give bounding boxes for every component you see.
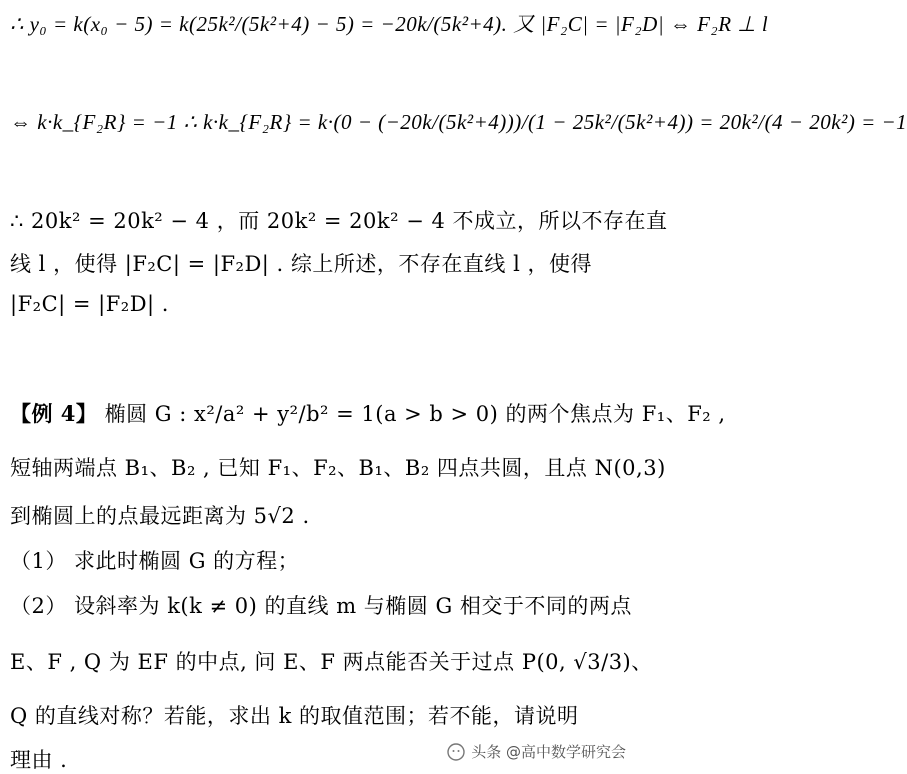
example-title: 【例 4】 xyxy=(10,401,98,426)
wechat-icon xyxy=(447,743,465,761)
solution-line-1: ∴ y₀ = k(x₀ − 5) = k(25k²/(5k²+4) − 5) = −20k/(5k²+4). 又 |F₂C| = |F₂D| ⇔ F₂R ⊥ l xyxy=(10,12,769,36)
question-2: （2） 设斜率为 k(k ≠ 0) 的直线 m 与椭圆 G 相交于不同的两点 xyxy=(10,594,632,618)
question-2-line-4: 理由 . xyxy=(10,748,68,772)
example-line-2: 短轴两端点 B₁、B₂ , 已知 F₁、F₂、B₁、B₂ 四点共圆，且点 N(0,3) xyxy=(10,456,666,480)
question-1: （1） 求此时椭圆 G 的方程； xyxy=(10,549,300,573)
question-2-line-2: E、F , Q 为 EF 的中点, 问 E、F 两点能否关于过点 P(0, √3/3)、 xyxy=(10,650,653,674)
solution-line-3: ∴ 20k² = 20k² − 4 ，而 20k² = 20k² − 4 不成立，所以不存在直 xyxy=(10,209,668,233)
example-statement: 椭圆 G : x²/a² + y²/b² = 1(a > b > 0) 的两个焦点为 F₁、F₂ , xyxy=(104,402,726,426)
solution-line-2: ⇔ k·k_{F₂R} = −1 ∴ k·k_{F₂R} = k·(0 − (−20k/(5k²+4)))/(1 − 25k²/(5k²+4)) = 20k²/(4 − 20k²) = −1 xyxy=(10,110,907,134)
question-2-line-3: Q 的直线对称？若能，求出 k 的取值范围；若不能，请说明 xyxy=(10,704,579,728)
watermark-text: 头条 @高中数学研究会 xyxy=(471,743,626,761)
solution-line-4: 线 l ，使得 |F₂C| = |F₂D| . 综上所述，不存在直线 l ，使得 xyxy=(10,252,592,276)
example-line-3: 到椭圆上的点最远距离为 5√2 . xyxy=(10,504,310,528)
watermark xyxy=(447,741,626,762)
solution-line-5: |F₂C| = |F₂D| . xyxy=(10,292,169,316)
example-line-1 xyxy=(10,398,726,428)
